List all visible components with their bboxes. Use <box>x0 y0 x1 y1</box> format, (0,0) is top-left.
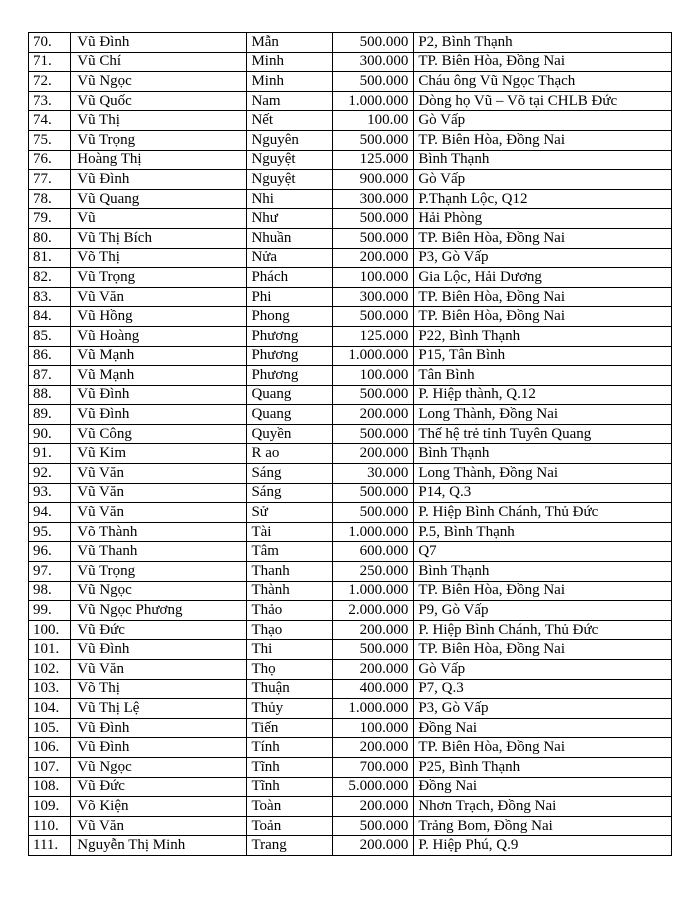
given-name-cell: Nguyệt <box>247 170 333 190</box>
table-row <box>29 91 672 111</box>
surname-cell: Vũ Trọng <box>71 130 247 150</box>
donation-amount-cell: 500.000 <box>332 385 413 405</box>
row-number-cell: 78. <box>29 189 71 209</box>
surname-cell: Nguyễn Thị Minh <box>71 836 247 856</box>
row-number-cell: 81. <box>29 248 71 268</box>
given-name-cell: Tĩnh <box>247 777 333 797</box>
row-number-cell: 111. <box>29 836 71 856</box>
row-number-cell: 97. <box>29 562 71 582</box>
row-number-cell: 82. <box>29 268 71 288</box>
given-name-cell: Phương <box>247 366 333 386</box>
donation-amount-cell: 400.000 <box>332 679 413 699</box>
donation-amount-cell: 1.000.000 <box>332 91 413 111</box>
given-name-cell: R ao <box>247 444 333 464</box>
table-row <box>29 562 672 582</box>
donation-amount-cell: 300.000 <box>332 287 413 307</box>
address-cell: Đồng Nai <box>414 718 672 738</box>
donation-amount-cell: 200.000 <box>332 620 413 640</box>
address-cell: Gò Vấp <box>414 111 672 131</box>
address-cell: TP. Biên Hòa, Đồng Nai <box>414 581 672 601</box>
donation-amount-cell: 200.000 <box>332 248 413 268</box>
surname-cell: Vũ Quang <box>71 189 247 209</box>
address-cell: TP. Biên Hòa, Đồng Nai <box>414 228 672 248</box>
address-cell: Gò Vấp <box>414 170 672 190</box>
donation-amount-cell: 1.000.000 <box>332 346 413 366</box>
surname-cell: Vũ Đình <box>71 170 247 190</box>
surname-cell: Vũ Văn <box>71 660 247 680</box>
surname-cell: Vũ Văn <box>71 816 247 836</box>
table-row <box>29 816 672 836</box>
row-number-cell: 100. <box>29 620 71 640</box>
address-cell: Trảng Bom, Đồng Nai <box>414 816 672 836</box>
address-cell: Gò Vấp <box>414 660 672 680</box>
given-name-cell: Minh <box>247 52 333 72</box>
given-name-cell: Nhi <box>247 189 333 209</box>
row-number-cell: 96. <box>29 542 71 562</box>
table-row <box>29 699 672 719</box>
row-number-cell: 103. <box>29 679 71 699</box>
surname-cell: Võ Thị <box>71 679 247 699</box>
donation-amount-cell: 200.000 <box>332 797 413 817</box>
row-number-cell: 108. <box>29 777 71 797</box>
address-cell: TP. Biên Hòa, Đồng Nai <box>414 130 672 150</box>
donation-amount-cell: 500.000 <box>332 209 413 229</box>
donation-amount-cell: 500.000 <box>332 72 413 92</box>
donation-amount-cell: 2.000.000 <box>332 601 413 621</box>
table-row <box>29 777 672 797</box>
table-row <box>29 757 672 777</box>
surname-cell: Vũ Chí <box>71 52 247 72</box>
donation-amount-cell: 500.000 <box>332 33 413 53</box>
donation-amount-cell: 200.000 <box>332 738 413 758</box>
given-name-cell: Trang <box>247 836 333 856</box>
address-cell: TP. Biên Hòa, Đồng Nai <box>414 738 672 758</box>
table-row <box>29 209 672 229</box>
row-number-cell: 94. <box>29 503 71 523</box>
donation-amount-cell: 500.000 <box>332 483 413 503</box>
surname-cell: Vũ Đình <box>71 738 247 758</box>
given-name-cell: Thanh <box>247 562 333 582</box>
address-cell: Cháu ông Vũ Ngọc Thạch <box>414 72 672 92</box>
surname-cell: Vũ Văn <box>71 503 247 523</box>
address-cell: P22, Bình Thạnh <box>414 326 672 346</box>
table-row <box>29 522 672 542</box>
donation-amount-cell: 500.000 <box>332 816 413 836</box>
row-number-cell: 98. <box>29 581 71 601</box>
address-cell: Đồng Nai <box>414 777 672 797</box>
address-cell: P. Hiệp Bình Chánh, Thủ Đức <box>414 620 672 640</box>
surname-cell: Hoàng Thị <box>71 150 247 170</box>
donation-amount-cell: 600.000 <box>332 542 413 562</box>
surname-cell: Vũ Ngọc <box>71 581 247 601</box>
row-number-cell: 70. <box>29 33 71 53</box>
table-row <box>29 738 672 758</box>
given-name-cell: Toàn <box>247 797 333 817</box>
address-cell: Q7 <box>414 542 672 562</box>
address-cell: P3, Gò Vấp <box>414 699 672 719</box>
surname-cell: Vũ Văn <box>71 464 247 484</box>
given-name-cell: Mẫn <box>247 33 333 53</box>
row-number-cell: 110. <box>29 816 71 836</box>
table-row <box>29 385 672 405</box>
donation-amount-cell: 125.000 <box>332 326 413 346</box>
table-row <box>29 326 672 346</box>
table-row <box>29 503 672 523</box>
row-number-cell: 86. <box>29 346 71 366</box>
table-row <box>29 130 672 150</box>
surname-cell: Vũ Kim <box>71 444 247 464</box>
table-row <box>29 52 672 72</box>
surname-cell: Vũ Thanh <box>71 542 247 562</box>
table-row <box>29 405 672 425</box>
address-cell: P.Thạnh Lộc, Q12 <box>414 189 672 209</box>
surname-cell: Vũ Văn <box>71 287 247 307</box>
donation-amount-cell: 5.000.000 <box>332 777 413 797</box>
donation-amount-cell: 700.000 <box>332 757 413 777</box>
row-number-cell: 104. <box>29 699 71 719</box>
row-number-cell: 85. <box>29 326 71 346</box>
surname-cell: Vũ Trọng <box>71 562 247 582</box>
donation-amount-cell: 250.000 <box>332 562 413 582</box>
given-name-cell: Phương <box>247 326 333 346</box>
table-row <box>29 366 672 386</box>
donation-amount-cell: 200.000 <box>332 660 413 680</box>
donor-table-body <box>29 33 672 856</box>
table-row <box>29 640 672 660</box>
row-number-cell: 77. <box>29 170 71 190</box>
row-number-cell: 87. <box>29 366 71 386</box>
table-row <box>29 581 672 601</box>
donation-amount-cell: 200.000 <box>332 405 413 425</box>
surname-cell: Vũ Ngọc <box>71 72 247 92</box>
table-row <box>29 679 672 699</box>
address-cell: P14, Q.3 <box>414 483 672 503</box>
table-row <box>29 836 672 856</box>
table-row <box>29 287 672 307</box>
row-number-cell: 105. <box>29 718 71 738</box>
row-number-cell: 79. <box>29 209 71 229</box>
address-cell: Long Thành, Đồng Nai <box>414 405 672 425</box>
row-number-cell: 76. <box>29 150 71 170</box>
row-number-cell: 89. <box>29 405 71 425</box>
donation-amount-cell: 100.000 <box>332 268 413 288</box>
surname-cell: Vũ Ngọc Phương <box>71 601 247 621</box>
donation-amount-cell: 1.000.000 <box>332 522 413 542</box>
surname-cell: Võ Thị <box>71 248 247 268</box>
table-row <box>29 72 672 92</box>
given-name-cell: Phi <box>247 287 333 307</box>
surname-cell: Vũ Đức <box>71 620 247 640</box>
address-cell: TP. Biên Hòa, Đồng Nai <box>414 52 672 72</box>
address-cell: P.5, Bình Thạnh <box>414 522 672 542</box>
address-cell: Gia Lộc, Hải Dương <box>414 268 672 288</box>
given-name-cell: Tính <box>247 738 333 758</box>
row-number-cell: 107. <box>29 757 71 777</box>
surname-cell: Vũ Thị Bích <box>71 228 247 248</box>
row-number-cell: 101. <box>29 640 71 660</box>
row-number-cell: 73. <box>29 91 71 111</box>
row-number-cell: 102. <box>29 660 71 680</box>
address-cell: P. Hiệp Phú, Q.9 <box>414 836 672 856</box>
surname-cell: Vũ Đình <box>71 405 247 425</box>
surname-cell: Võ Thành <box>71 522 247 542</box>
table-row <box>29 797 672 817</box>
table-row <box>29 268 672 288</box>
row-number-cell: 93. <box>29 483 71 503</box>
donation-amount-cell: 500.000 <box>332 424 413 444</box>
table-row <box>29 228 672 248</box>
address-cell: Dòng họ Vũ – Võ tại CHLB Đức <box>414 91 672 111</box>
donation-amount-cell: 125.000 <box>332 150 413 170</box>
address-cell: Bình Thạnh <box>414 444 672 464</box>
table-row <box>29 33 672 53</box>
surname-cell: Vũ Thị <box>71 111 247 131</box>
given-name-cell: Thạo <box>247 620 333 640</box>
row-number-cell: 88. <box>29 385 71 405</box>
given-name-cell: Tiến <box>247 718 333 738</box>
given-name-cell: Phong <box>247 307 333 327</box>
table-row <box>29 660 672 680</box>
donation-amount-cell: 1.000.000 <box>332 699 413 719</box>
surname-cell: Vũ Đình <box>71 385 247 405</box>
given-name-cell: Nhuần <box>247 228 333 248</box>
given-name-cell: Sáng <box>247 464 333 484</box>
row-number-cell: 109. <box>29 797 71 817</box>
table-row <box>29 248 672 268</box>
given-name-cell: Phách <box>247 268 333 288</box>
donation-amount-cell: 300.000 <box>332 189 413 209</box>
given-name-cell: Quang <box>247 385 333 405</box>
given-name-cell: Nguyên <box>247 130 333 150</box>
table-row <box>29 444 672 464</box>
given-name-cell: Thọ <box>247 660 333 680</box>
row-number-cell: 99. <box>29 601 71 621</box>
given-name-cell: Nửa <box>247 248 333 268</box>
donation-amount-cell: 200.000 <box>332 836 413 856</box>
row-number-cell: 72. <box>29 72 71 92</box>
given-name-cell: Nam <box>247 91 333 111</box>
table-row <box>29 601 672 621</box>
row-number-cell: 71. <box>29 52 71 72</box>
row-number-cell: 91. <box>29 444 71 464</box>
address-cell: Thế hệ trẻ tỉnh Tuyên Quang <box>414 424 672 444</box>
row-number-cell: 95. <box>29 522 71 542</box>
address-cell: TP. Biên Hòa, Đồng Nai <box>414 640 672 660</box>
address-cell: P7, Q.3 <box>414 679 672 699</box>
address-cell: TP. Biên Hòa, Đồng Nai <box>414 287 672 307</box>
table-row <box>29 620 672 640</box>
surname-cell: Vũ Công <box>71 424 247 444</box>
donation-amount-cell: 500.000 <box>332 640 413 660</box>
given-name-cell: Sử <box>247 503 333 523</box>
address-cell: P. Hiệp Bình Chánh, Thủ Đức <box>414 503 672 523</box>
surname-cell: Vũ Đình <box>71 718 247 738</box>
donor-table <box>28 32 672 856</box>
surname-cell: Vũ Thị Lệ <box>71 699 247 719</box>
given-name-cell: Thảo <box>247 601 333 621</box>
address-cell: Long Thành, Đồng Nai <box>414 464 672 484</box>
row-number-cell: 80. <box>29 228 71 248</box>
table-row <box>29 346 672 366</box>
surname-cell: Vũ Đình <box>71 640 247 660</box>
given-name-cell: Tâm <box>247 542 333 562</box>
address-cell: P25, Bình Thạnh <box>414 757 672 777</box>
surname-cell: Vũ Đình <box>71 33 247 53</box>
surname-cell: Vũ Mạnh <box>71 366 247 386</box>
given-name-cell: Như <box>247 209 333 229</box>
surname-cell: Vũ Hồng <box>71 307 247 327</box>
address-cell: Hải Phòng <box>414 209 672 229</box>
given-name-cell: Nết <box>247 111 333 131</box>
surname-cell: Vũ Hoàng <box>71 326 247 346</box>
given-name-cell: Thuận <box>247 679 333 699</box>
address-cell: P15, Tân Bình <box>414 346 672 366</box>
surname-cell: Vũ Đức <box>71 777 247 797</box>
table-row <box>29 307 672 327</box>
given-name-cell: Toản <box>247 816 333 836</box>
donation-amount-cell: 500.000 <box>332 228 413 248</box>
table-row <box>29 170 672 190</box>
given-name-cell: Sáng <box>247 483 333 503</box>
address-cell: Bình Thạnh <box>414 562 672 582</box>
table-row <box>29 718 672 738</box>
table-row <box>29 424 672 444</box>
row-number-cell: 92. <box>29 464 71 484</box>
surname-cell: Võ Kiện <box>71 797 247 817</box>
donation-amount-cell: 200.000 <box>332 444 413 464</box>
surname-cell: Vũ Văn <box>71 483 247 503</box>
given-name-cell: Nguyệt <box>247 150 333 170</box>
table-row <box>29 189 672 209</box>
row-number-cell: 75. <box>29 130 71 150</box>
given-name-cell: Phương <box>247 346 333 366</box>
table-row <box>29 111 672 131</box>
surname-cell: Vũ Mạnh <box>71 346 247 366</box>
donation-amount-cell: 500.000 <box>332 503 413 523</box>
donation-amount-cell: 100.000 <box>332 366 413 386</box>
address-cell: TP. Biên Hòa, Đồng Nai <box>414 307 672 327</box>
table-row <box>29 464 672 484</box>
address-cell: P9, Gò Vấp <box>414 601 672 621</box>
donation-amount-cell: 100.000 <box>332 718 413 738</box>
surname-cell: Vũ <box>71 209 247 229</box>
surname-cell: Vũ Ngọc <box>71 757 247 777</box>
row-number-cell: 84. <box>29 307 71 327</box>
given-name-cell: Tài <box>247 522 333 542</box>
donation-amount-cell: 1.000.000 <box>332 581 413 601</box>
donation-amount-cell: 30.000 <box>332 464 413 484</box>
donation-amount-cell: 300.000 <box>332 52 413 72</box>
table-row <box>29 483 672 503</box>
address-cell: Nhơn Trạch, Đồng Nai <box>414 797 672 817</box>
row-number-cell: 90. <box>29 424 71 444</box>
donation-amount-cell: 500.000 <box>332 307 413 327</box>
address-cell: P3, Gò Vấp <box>414 248 672 268</box>
row-number-cell: 83. <box>29 287 71 307</box>
surname-cell: Vũ Trọng <box>71 268 247 288</box>
address-cell: Bình Thạnh <box>414 150 672 170</box>
row-number-cell: 106. <box>29 738 71 758</box>
given-name-cell: Quang <box>247 405 333 425</box>
address-cell: Tân Bình <box>414 366 672 386</box>
given-name-cell: Thủy <box>247 699 333 719</box>
table-row <box>29 542 672 562</box>
donation-amount-cell: 900.000 <box>332 170 413 190</box>
row-number-cell: 74. <box>29 111 71 131</box>
address-cell: P2, Bình Thạnh <box>414 33 672 53</box>
donation-amount-cell: 100.00 <box>332 111 413 131</box>
given-name-cell: Thi <box>247 640 333 660</box>
given-name-cell: Quyền <box>247 424 333 444</box>
address-cell: P. Hiệp thành, Q.12 <box>414 385 672 405</box>
given-name-cell: Minh <box>247 72 333 92</box>
given-name-cell: Tĩnh <box>247 757 333 777</box>
donation-amount-cell: 500.000 <box>332 130 413 150</box>
given-name-cell: Thành <box>247 581 333 601</box>
surname-cell: Vũ Quốc <box>71 91 247 111</box>
table-row <box>29 150 672 170</box>
